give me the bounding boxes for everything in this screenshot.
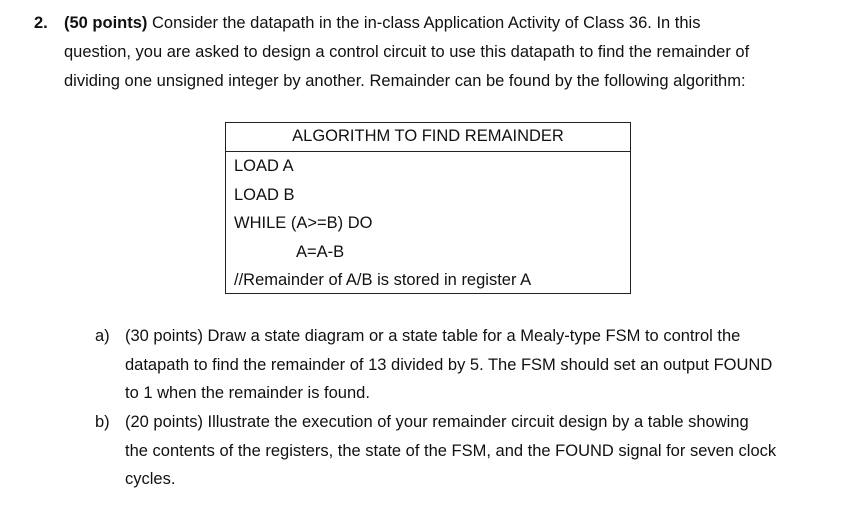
algorithm-line-subtract: A=A-B [296, 242, 345, 261]
algorithm-line-comment: //Remainder of A/B is stored in register A [234, 271, 532, 289]
question-line-1-text: Consider the datapath in the in-class Application Activity of Class 36. In this [147, 14, 701, 32]
algorithm-title: ALGORITHM TO FIND REMAINDER [226, 123, 630, 152]
algorithm-box [225, 122, 631, 294]
part-b-line-3: cycles. [125, 470, 176, 488]
question-line-3: dividing one unsigned integer by another. Remainder can be found by the following algorithm: [64, 72, 746, 90]
part-a-text [125, 322, 860, 408]
algorithm-line-load-a: LOAD A [234, 157, 294, 175]
part-a-letter: a) [95, 327, 110, 345]
question-text [64, 9, 854, 96]
algorithm-line-load-b: LOAD B [234, 185, 295, 204]
part-b-line-2: the contents of the registers, the state of the FSM, and the FOUND signal for seven clock [125, 441, 777, 460]
part-a-line-2: datapath to find the remainder of 13 divided by 5. The FSM should set an output FOUND [125, 355, 773, 374]
question-line-1 [64, 9, 854, 38]
part-b-line-1: (20 points) Illustrate the execution of your remainder circuit design by a table showing [125, 413, 749, 431]
algorithm-line-while: WHILE (A>=B) DO [234, 214, 373, 232]
question-line-2: question, you are asked to design a control circuit to use this datapath to find the remainder of [64, 43, 750, 61]
top-edge [0, 0, 864, 3]
part-a-line-1: (30 points) Draw a state diagram or a state table for a Mealy-type FSM to control the [125, 327, 741, 345]
question-points: (50 points) [64, 14, 148, 32]
question-number: 2. [34, 14, 48, 32]
part-b-text [125, 408, 860, 494]
part-b-letter: b) [95, 413, 110, 431]
part-a-line-3: to 1 when the remainder is found. [125, 384, 370, 402]
